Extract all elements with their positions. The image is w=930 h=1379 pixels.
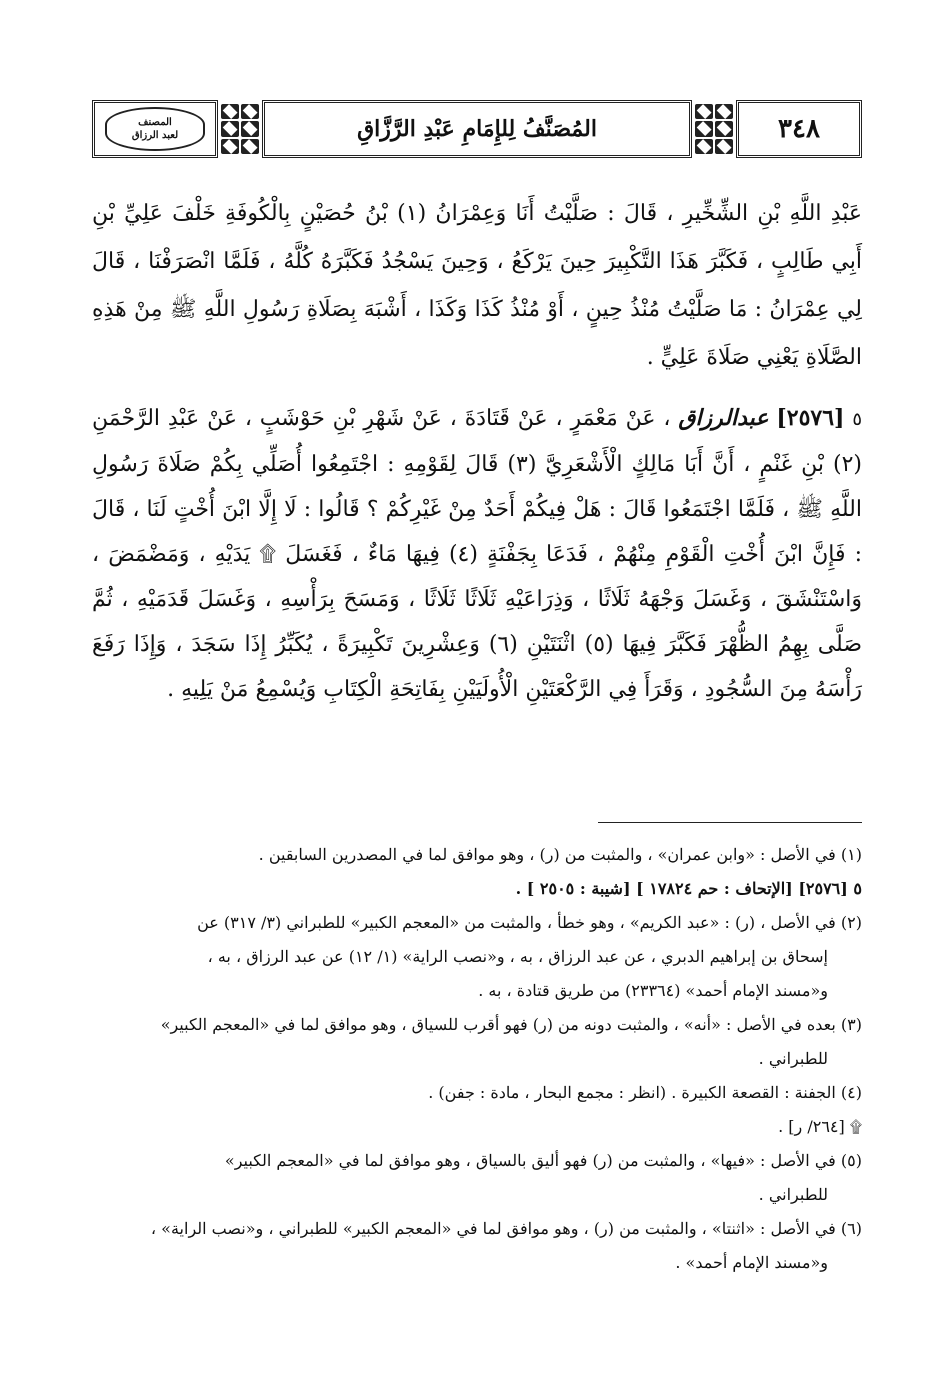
footnotes: [92, 838, 862, 1280]
footnote-1: (١) في الأصل : «وابن عمران» ، والمثبت من (ر) ، وهو موافق لما في المصدرين السابقين .: [258, 845, 862, 864]
footnote-6-line-2: و«مسند الإمام أحمد» .: [675, 1253, 828, 1272]
seal-line-2: لعبد الرزاق: [131, 130, 179, 141]
footnote-2-line-2: إسحاق بن إبراهيم الدبري ، عن عبد الرزاق ، به ، و«نصب الراية» (١/ ١٢) عن عبد الرزاق ، به ،: [207, 947, 828, 966]
footnote-6-line-1: (٦) في الأصل : «اثنتا» ، والمثبت من (ر) ، وهو موافق لما في «المعجم الكبير» للطبراني ، و«نصب الراية» ،: [150, 1219, 862, 1238]
footnote-2-line-1: (٢) في الأصل ، (ر) : «عبد الكريم» ، وهو خطأ ، والمثبت من «المعجم الكبير» للطبراني (٣/ ٣١٧) عن: [197, 913, 862, 932]
hadith-marker-icon: ٥: [852, 409, 862, 430]
footnote-5-line-2: للطبراني .: [758, 1185, 828, 1204]
hadith-2576: [92, 396, 862, 712]
footnote-5-line-1: (٥) في الأصل : «فيها» ، والمثبت من (ر) فهو أليق بالسياق ، وهو موافق لما في «المعجم الكبير»: [224, 1151, 862, 1170]
running-title: المُصَنَّفُ لِلإِمَامِ عَبْدِ الرَّزَّاقِ: [262, 100, 692, 158]
footnote-3-line-2: للطبراني .: [758, 1049, 828, 1068]
footnote-3-line-1: (٣) بعده في الأصل : «أنه» ، والمثبت دونه من (ر) فهو أقرب للسياق ، وهو موافق لما في «المعجم الكبير»: [160, 1015, 862, 1034]
hadith-source: عبدالرزاق: [678, 405, 769, 431]
ornament-left-icon: [218, 100, 262, 158]
hadith-number: [٢٥٧٦]: [776, 405, 845, 431]
footnote-4: (٤) الجفنة : القصعة الكبيرة . (انظر : مجمع البحار ، مادة : جفن) .: [428, 1083, 862, 1102]
seal-line-1: المصنف: [138, 117, 172, 128]
hadith-text: ، عَنْ مَعْمَرٍ ، عَنْ قَتَادَةَ ، عَنْ شَهْرِ بْنِ حَوْشَبٍ ، عَنْ عَبْدِ الرَّحْمَنِ (٢) بْنِ غَنْمٍ ، أَنَّ أَبَا مَالِكٍ الْأَشْعَرِيَّ (٣) قَالَ لِقَوْمِهِ : اجْتَمِعُوا أُصَلِّي بِكُمْ صَلَاةَ رَسُولِ اللَّهِ ﷺ ، فَلَمَّا اجْتَمَعُوا قَالَ : هَلْ فِيكُمْ أَحَدٌ مِنْ غَيْرِكُمْ ؟ قَالُوا : لَا إِلَّا ابْنَ أُخْتٍ لَنَا ، قَالَ : فَإِنَّ ابْنَ أُخْتِ الْقَوْمِ مِنْهُمْ ، فَدَعَا بِجَفْنَةٍ (٤) فِيهَا مَاءٌ ، فَغَسَلَ ۩ يَدَيْهِ ، وَمَضْمَضَ ، وَاسْتَنْشَقَ ، وَغَسَلَ وَجْهَهُ ثَلَاثًا ، وَذِرَاعَيْهِ ثَلَاثًا ثَلَاثًا ، وَمَسَحَ بِرَأْسِهِ ، وَغَسَلَ قَدَمَيْهِ ، ثُمَّ صَلَّى بِهِمُ الظُّهْرَ فَكَبَّرَ فِيهَا (٥) اثْنَتَيْنِ (٦) وَعِشْرِينَ تَكْبِيرَةً ، يُكَبِّرُ إِذَا سَجَدَ ، وَإِذَا رَفَعَ رَأْسَهُ مِنَ السُّجُودِ ، وَقَرَأَ فِي الرَّكْعَتَيْنِ الْأُولَيَيْنِ بِفَاتِحَةِ الْكِتَابِ وَيُسْمِعُ مَنْ يَلِيهِ .: [92, 406, 862, 702]
page-header: [92, 100, 862, 158]
ornament-right-icon: [692, 100, 736, 158]
footnote-2-line-3: و«مسند الإمام أحمد» (٢٣٣٦٤) من طريق قتادة ، به .: [478, 981, 828, 1000]
book-seal-box: [92, 100, 218, 158]
footnote-page-marker: ۩ [٢٦٤/ ر] .: [778, 1117, 862, 1136]
footnote-reference: ٥ [٢٥٧٦] [الإتحاف : حم ١٧٨٢٤ ] [شيبة : ٢٥٠٥ ] .: [515, 879, 862, 898]
footnote-separator: [598, 822, 862, 823]
paragraph-continuation: عَبْدِ اللَّهِ بْنِ الشِّخِّيرِ ، قَالَ : صَلَّيْتُ أَنَا وَعِمْرَانُ (١) بْنُ حُصَيْنٍ بِالْكُوفَةِ خَلْفَ عَلِيِّ بْنِ أَبِي طَالِبٍ ، فَكَبَّرَ هَذَا التَّكْبِيرَ حِينَ يَرْكَعُ ، وَحِينَ يَسْجُدُ فَكَبَّرَهُ كُلَّهُ ، فَلَمَّا انْصَرَفْنَا ، قَالَ لِي عِمْرَانُ : مَا صَلَّيْتُ مُنْذُ حِينٍ ، أَوْ مُنْذُ كَذَا وَكَذَا ، أَشْبَهَ بِصَلَاةِ رَسُولِ اللَّهِ ﷺ مِنْ هَذِهِ الصَّلَاةِ يَعْنِي صَلَاةَ عَلِيٍّ .: [92, 201, 863, 370]
page-number: ٣٤٨: [736, 100, 862, 158]
book-seal-icon: [105, 107, 205, 151]
